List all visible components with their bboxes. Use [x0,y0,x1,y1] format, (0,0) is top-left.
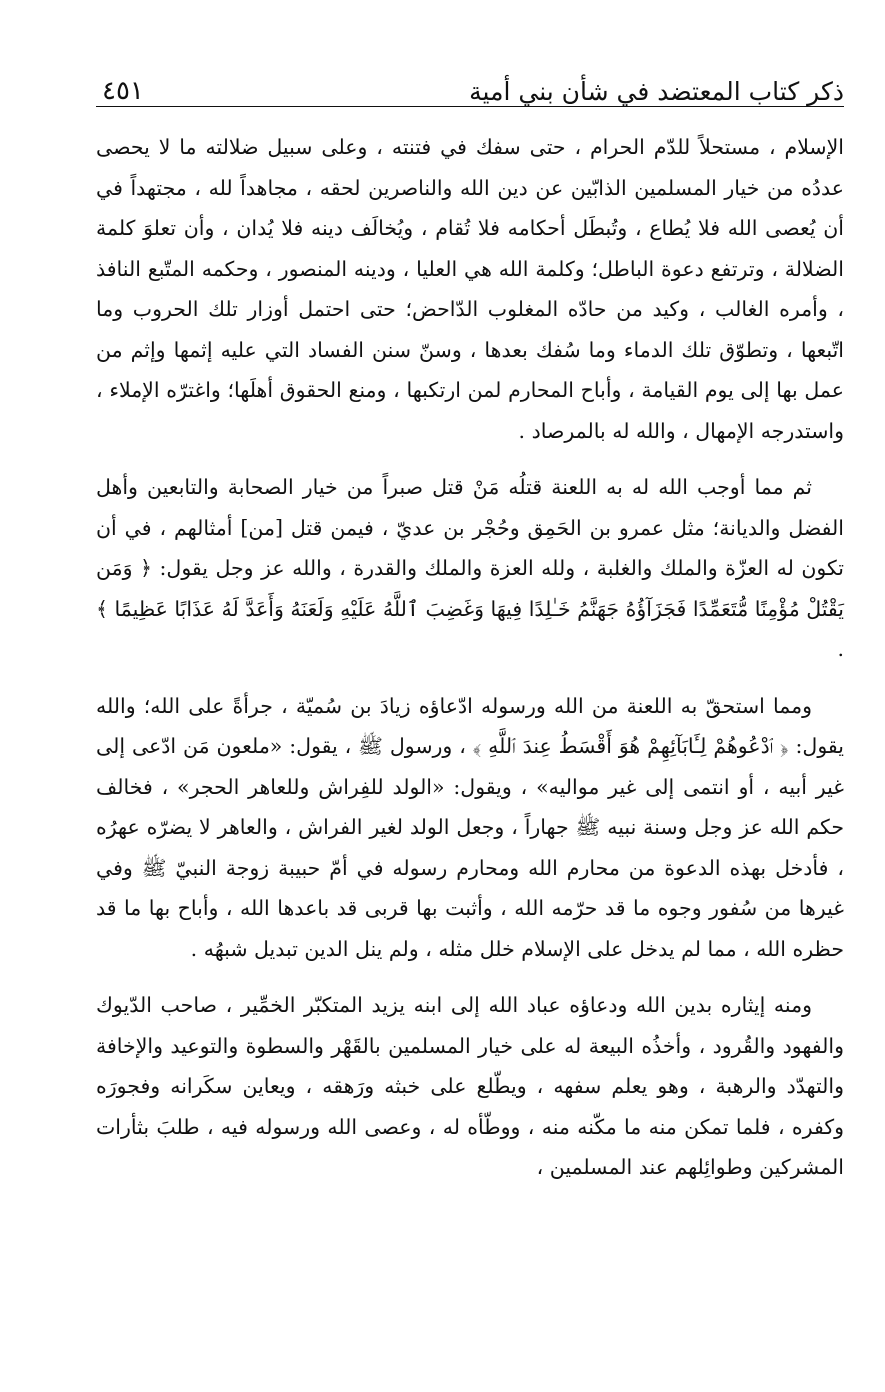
body-text [96,127,844,1188]
paragraph: ومما استحقّ به اللعنة من الله ورسوله ادّعاؤه زيادَ بن سُميّة ، جرأةً على الله؛ والله يقول: ﴿ ٱدْعُوهُمْ لِـَٔابَآئِهِمْ هُوَ أَقْسَطُ عِندَ ٱللَّهِ ﴾ ، ورسول ﷺ ، يقول: «ملعون مَن ادّعى إلى غير أبيه ، أو انتمى إلى غير مواليه» ، ويقول: «الولد للفِراش وللعاهر الحجر» ، فخالف حكم الله عز وجل وسنة نبيه ﷺ جهاراً ، وجعل الولد لغير الفراش ، والعاهر لا يضرّه عهرُه ، فأدخل بهذه الدعوة من محارم الله ومحارم رسوله في أمّ حبيبة زوجة النبيّ ﷺ وفي غيرها من سُفور وجوه ما قد حرّمه الله ، وأثبت بها قربى قد باعدها الله ، وأباح بها ما قد حظره الله ، مما لم يدخل على الإسلام خلل مثله ، ولم ينل الدين تبديل شبهُه . [96,693,844,961]
paragraph: ثم مما أوجب الله له به اللعنة قتلُه مَنْ قتل صبراً من خيار الصحابة والتابعين وأهل الفضل والديانة؛ مثل عمرو بن الحَمِق وحُجْر بن عديّ ، فيمن قتل [من] أمثالهم ، في أن تكون له العزّة والملك والغلبة ، ولله العزة والملك والقدرة ، والله عز وجل يقول: ﴿ وَمَن يَقْتُلْ مُؤْمِنًا مُّتَعَمِّدًا فَجَزَآؤُهُ جَهَنَّمُ خَـٰلِدًا فِيهَا وَغَضِبَ ٱللَّهُ عَلَيْهِ وَلَعَنَهُ وَأَعَدَّ لَهُ عَذَابًا عَظِيمًا ﴾ . [96,475,844,661]
page-number: ٤٥١ [102,76,144,106]
running-header [96,60,844,107]
running-title: ذكر كتاب المعتضد في شأن بني أمية [469,77,844,106]
paragraph: الإسلام ، مستحلاً للدّم الحرام ، حتى سفك في فتنته ، وعلى سبيل ضلالته ما لا يحصى عددُه من خيار المسلمين الذابّين عن دين الله والناصرين لحقه ، مجاهداً لله ، مجتهداً في أن يُعصى الله فلا يُطاع ، وتُبطَل أحكامه فلا تُقام ، ويُخالَف دينه فلا يُدان ، وأن تعلوَ كلمة الضلالة ، وترتفع دعوة الباطل؛ وكلمة الله هي العليا ، ودينه المنصور ، وحكمه المتّبع النافذ ، وأمره الغالب ، وكيد من حادّه المغلوب الدّاحض؛ حتى احتمل أوزار تلك الحروب وما اتّبعها ، وتطوّق تلك الدماء وما سُفك بعدها ، وسنّ سنن الفساد التي عليه إثمها وإثم من عمل بها إلى يوم القيامة ، وأباح المحارم لمن ارتكبها ، ومنع الحقوق أهلَها؛ واغترّه الإملاء ، واستدرجه الإمهال ، والله له بالمرصاد . [96,135,844,443]
book-page [96,60,844,1188]
paragraph: ومنه إيثاره بدين الله ودعاؤه عباد الله إلى ابنه يزيد المتكبّر الخمِّير ، صاحب الدّيوك والفهود والقُرود ، وأخذُه البيعة له على خيار المسلمين بالقَهْر والسطوة والتوعيد والإخافة والتهدّد والرهبة ، وهو يعلم سفهه ، ويطّلع على خبثه ورَهقه ، ويعاين سكَرانه وفجورَه وكفره ، فلما تمكن منه ما مكّنه منه ، ووطّأه له ، وعصى الله ورسوله فيه ، طلبَ بثأرات المشركين وطوائِلهم عند المسلمين ، [96,993,844,1179]
